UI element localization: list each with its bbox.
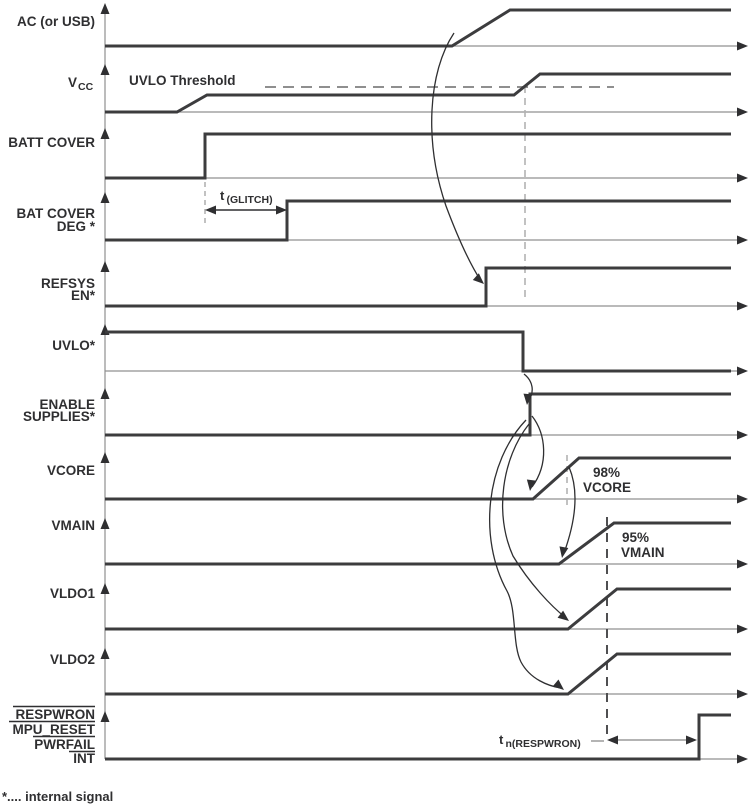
curve-vcore-to-vmain — [564, 467, 575, 553]
label-enable-2: SUPPLIES* — [22, 409, 95, 424]
left-arrow-icon — [607, 736, 618, 745]
curve-enable-to-vcore — [532, 416, 544, 487]
label-vcc-subscript: CC — [78, 81, 94, 93]
waveform-enable-supplies — [105, 394, 731, 435]
footnote: *.... internal signal — [2, 789, 114, 804]
t-glitch-measure — [205, 188, 287, 215]
label-vldo2: VLDO2 — [49, 652, 95, 667]
label-vcc: V — [67, 75, 77, 90]
up-arrow-icon — [101, 452, 110, 463]
up-arrow-icon — [101, 3, 110, 14]
label-ac: AC (or USB) — [17, 14, 95, 29]
right-arrow-icon — [737, 108, 748, 117]
up-arrow-icon — [101, 128, 110, 139]
t-respwron-subscript: n(RESPWRON) — [505, 738, 581, 750]
waveform-batt-cover — [105, 134, 731, 178]
right-arrow-icon — [737, 495, 748, 504]
label-vcore: VCORE — [46, 463, 95, 478]
t-respwron-measure — [499, 732, 697, 750]
curve-enable-to-vldo1 — [503, 424, 566, 618]
waveforms — [105, 10, 731, 759]
right-arrow-icon — [737, 625, 748, 634]
label-refsys-2: EN* — [70, 288, 95, 303]
right-arrow-icon — [737, 302, 748, 311]
up-arrow-icon — [101, 388, 110, 399]
up-arrow-icon — [101, 261, 110, 272]
right-arrow-icon — [737, 174, 748, 183]
label-int: INT — [73, 751, 95, 766]
up-arrow-icon — [101, 518, 110, 529]
signal-labels — [8, 14, 96, 766]
up-arrow-icon — [101, 583, 110, 594]
waveform-vcore — [105, 458, 731, 499]
label-bat-cover-deg-1: BAT COVER — [16, 206, 95, 221]
waveform-ac — [105, 10, 731, 46]
label-vmain: VMAIN — [51, 518, 95, 533]
curve-ac-to-refsys — [432, 33, 481, 281]
right-arrow-icon — [737, 560, 748, 569]
label-mpu-reset: MPU_RESET — [12, 722, 95, 737]
left-arrow-icon — [205, 206, 216, 215]
t-respwron-label: t — [499, 732, 504, 747]
label-vldo1: VLDO1 — [49, 586, 95, 601]
reference-lines — [205, 86, 614, 741]
up-arrow-icon — [101, 64, 110, 75]
label-respwron: RESPWRON — [15, 707, 95, 722]
right-arrow-icon — [737, 367, 748, 376]
curve-enable-to-vldo2 — [490, 420, 561, 688]
right-arrow-icon — [686, 736, 697, 745]
causality-arrows — [432, 33, 575, 693]
t-glitch-subscript: (GLITCH) — [226, 194, 273, 206]
vmain-95pct-label-2: VMAIN — [621, 545, 665, 560]
label-pwrfail: PWRFAIL — [34, 737, 95, 752]
right-arrow-icon — [737, 690, 748, 699]
right-arrow-icon — [737, 42, 748, 51]
waveform-uvlo — [105, 332, 731, 371]
label-refsys-1: REFSYS — [40, 276, 95, 291]
waveform-vldo2 — [105, 654, 731, 694]
right-arrow-icon — [737, 236, 748, 245]
vcore-98pct-label-2: VCORE — [583, 480, 632, 495]
up-arrow-icon — [101, 711, 110, 722]
right-arrow-icon — [737, 431, 748, 440]
uvlo-threshold-label: UVLO Threshold — [129, 73, 236, 88]
right-arrow-icon — [737, 755, 748, 764]
label-batt-cover: BATT COVER — [8, 135, 95, 150]
t-glitch-label: t — [220, 188, 225, 203]
label-bat-cover-deg-2: DEG * — [56, 219, 95, 234]
up-arrow-icon — [101, 648, 110, 659]
up-arrow-icon — [101, 192, 110, 203]
curve-arrowhead-icon — [526, 480, 536, 492]
label-uvlo: UVLO* — [52, 338, 95, 353]
label-enable-1: ENABLE — [39, 397, 95, 412]
vmain-95pct-label-1: 95% — [622, 530, 650, 545]
waveform-reset-group — [105, 715, 731, 759]
waveform-refsys-en — [105, 268, 731, 306]
vcore-98pct-label-1: 98% — [593, 465, 621, 480]
curve-arrowhead-icon — [553, 679, 567, 693]
waveform-bat-cover-deg — [105, 201, 731, 240]
waveform-vldo1 — [105, 589, 731, 629]
right-arrow-icon — [276, 206, 287, 215]
